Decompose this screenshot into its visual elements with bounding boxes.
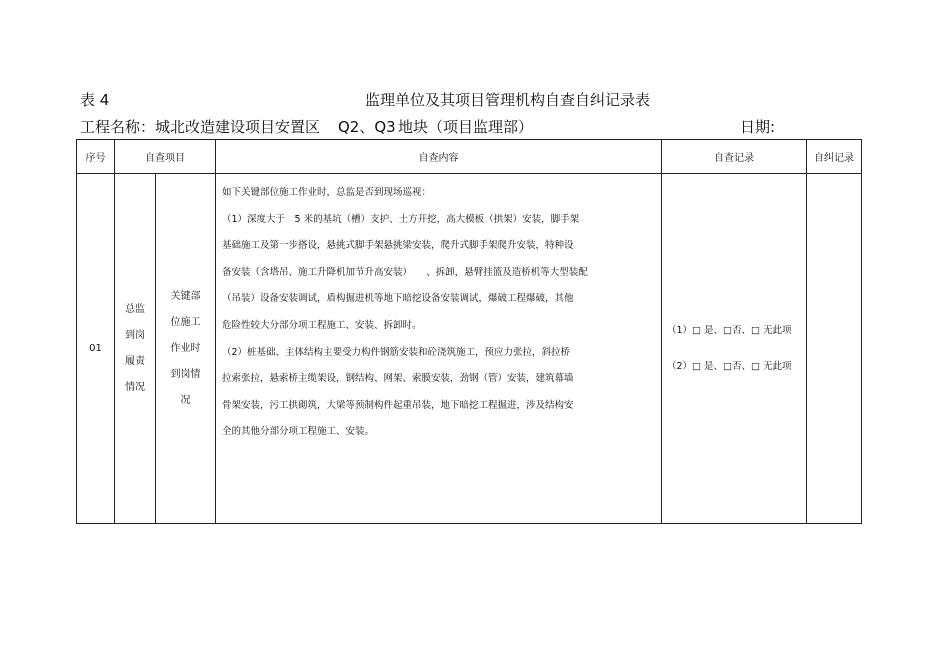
content-line: 全的其他分部分项工程施工、安装。 bbox=[222, 426, 375, 438]
content-line: 危险性较大分部分项工程施工、安装、拆卸时。 bbox=[222, 319, 422, 331]
row-seq: 01 bbox=[77, 174, 115, 524]
subitem-line: 况 bbox=[180, 394, 191, 406]
content-line: （1）深度大于 5 米的基坑（槽）支护、土方开挖，高大模板（拱架）安装，脚手架 bbox=[222, 213, 580, 225]
col-seq: 序号 bbox=[77, 140, 115, 174]
table-header-row bbox=[77, 140, 862, 174]
category-line: 履责 bbox=[125, 355, 145, 367]
category-line: 到岗 bbox=[125, 329, 145, 341]
table-number: 表 4 bbox=[80, 91, 110, 109]
row-record bbox=[662, 174, 807, 524]
project-name: 工程名称：城北改造建设项目安置区 bbox=[80, 118, 321, 136]
table-row bbox=[77, 174, 862, 524]
record-option-1[interactable]: （1）□ 是、□否、□ 无此项 bbox=[667, 324, 792, 336]
project-suffix: 地块（项目监理部） bbox=[398, 118, 534, 136]
row-category bbox=[115, 174, 156, 524]
date-label: 日期: bbox=[740, 118, 776, 136]
content-line: 基础施工及第一步搭设，悬挑式脚手架悬挑梁安装，爬升式脚手架爬升安装，特种设 bbox=[222, 240, 574, 252]
category-line: 总监 bbox=[125, 303, 145, 315]
content-line: （2）桩基础、主体结构主要受力构件钢筋安装和砼浇筑施工，预应力张拉，斜拉桥 bbox=[222, 346, 571, 358]
content-line: 备安装（含塔吊、施工升降机加节升高安装） 、拆卸，悬臂挂篮及造桥机等大型装配 bbox=[222, 266, 588, 278]
col-item: 自查项目 bbox=[115, 140, 216, 174]
row-subitem bbox=[156, 174, 216, 524]
document-title: 监理单位及其项目管理机构自查自纠记录表 bbox=[365, 91, 651, 109]
record-option-2[interactable]: （2）□ 是、□否、□ 无此项 bbox=[667, 360, 792, 372]
col-content: 自查内容 bbox=[216, 140, 662, 174]
subitem-line: 关键部 bbox=[170, 290, 201, 302]
col-record: 自查记录 bbox=[662, 140, 807, 174]
subitem-line: 到岗情 bbox=[170, 368, 201, 380]
row-content bbox=[216, 174, 662, 524]
category-line: 情况 bbox=[125, 381, 145, 393]
content-line: 如下关键部位施工作业时，总监是否到现场巡视： bbox=[222, 187, 432, 198]
content-line: 骨架安装，污工拱砌筑，大梁等预制构件起重吊装，地下暗挖工程掘进，涉及结构安 bbox=[222, 399, 574, 411]
project-code: Q2、Q3 bbox=[338, 118, 396, 136]
content-line: 拉索张拉，悬索桥主缆架设，钢结构、网架、索膜安装，劲钢（管）安装，建筑幕墙 bbox=[222, 373, 574, 385]
col-correction: 自纠记录 bbox=[807, 140, 862, 174]
self-check-table bbox=[76, 139, 862, 524]
subitem-line: 位施工 bbox=[170, 316, 201, 328]
content-line: （吊装）设备安装调试，盾构掘进机等地下暗挖设备安装调试，爆破工程爆破，其他 bbox=[222, 293, 574, 305]
subitem-line: 作业时 bbox=[170, 342, 201, 354]
row-correction[interactable] bbox=[807, 174, 862, 524]
